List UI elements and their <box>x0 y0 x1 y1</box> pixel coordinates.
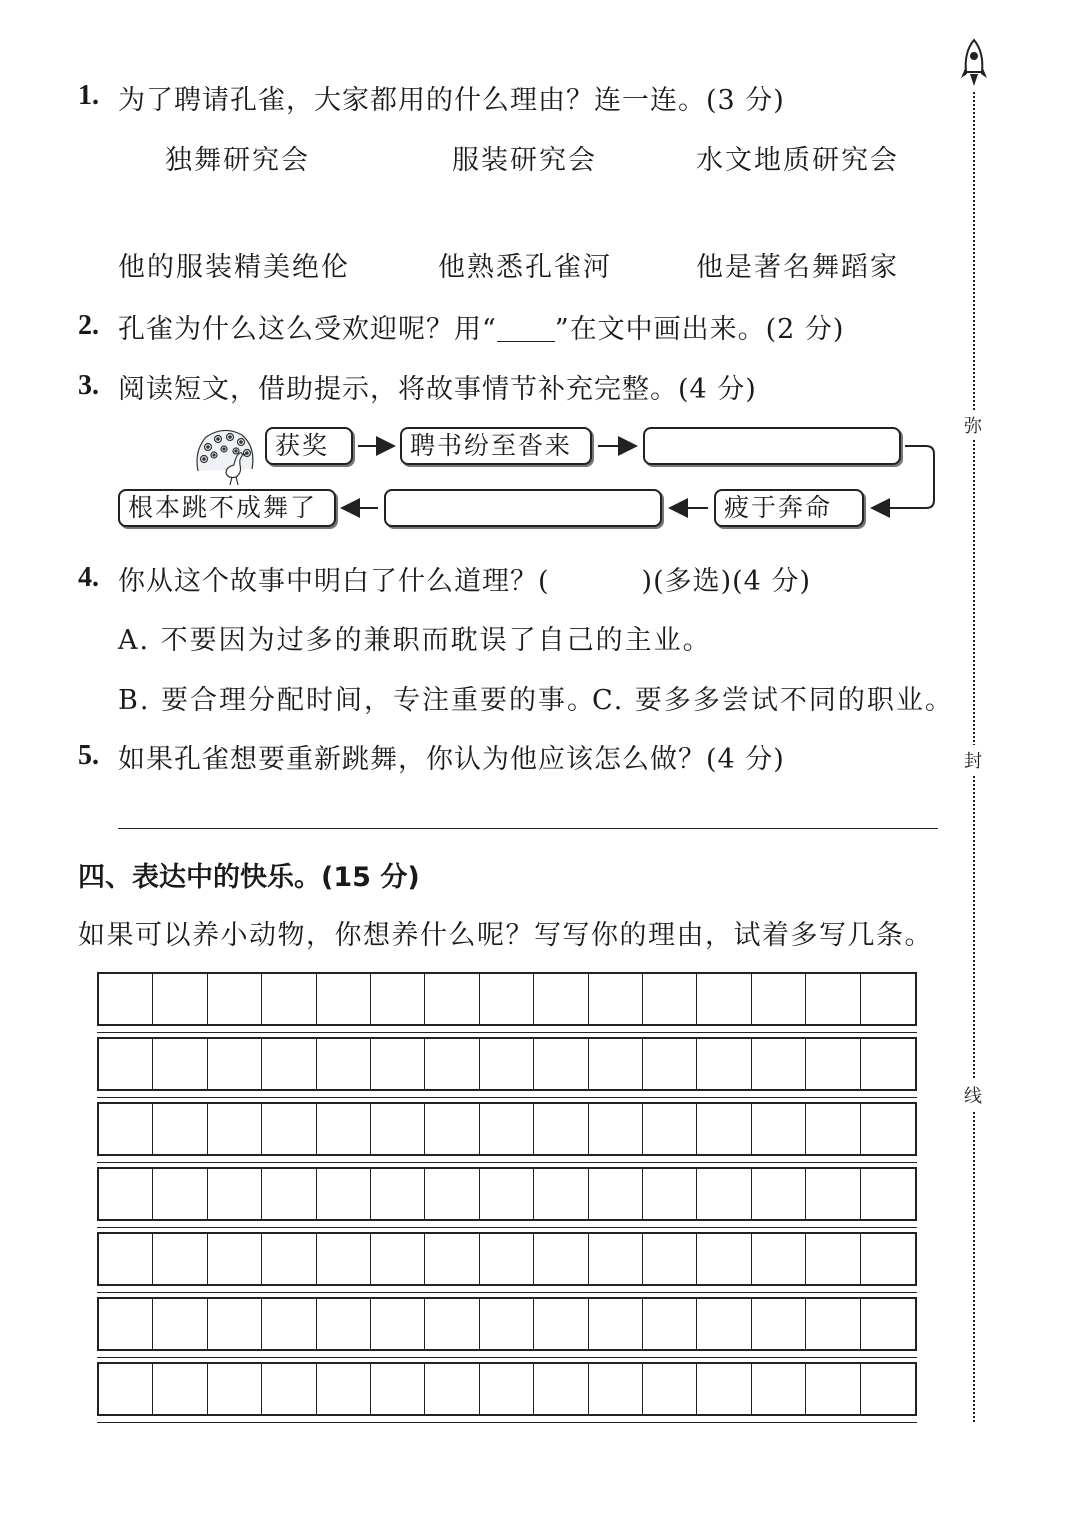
writing-grid[interactable] <box>97 972 917 1427</box>
q1-bottom-option-2[interactable]: 他熟悉孔雀河 <box>438 252 612 283</box>
grid-row[interactable] <box>97 1362 917 1416</box>
q1-top-option-1[interactable]: 独舞研究会 <box>165 145 310 176</box>
seal-label-mi: 弥 <box>964 410 982 440</box>
grid-row[interactable] <box>97 1167 917 1221</box>
q1-text: 为了聘请孔雀，大家都用的什么理由？连一连。(3 分) <box>118 85 785 116</box>
q3-text: 阅读短文，借助提示，将故事情节补充完整。(4 分) <box>118 374 757 405</box>
q4-option-b[interactable]: B. 要合理分配时间，专注重要的事。 <box>118 685 597 716</box>
q1-number: 1. <box>78 80 99 111</box>
plot-flow-arrows <box>0 0 1080 560</box>
q4-option-c[interactable]: C. 要多多尝试不同的职业。 <box>592 685 954 716</box>
rocket-icon <box>960 38 988 90</box>
grid-row[interactable] <box>97 1297 917 1351</box>
q5-number: 5. <box>78 740 99 771</box>
q4-text-before: 你从这个故事中明白了什么道理？( <box>118 566 550 597</box>
q1-bottom-option-1[interactable]: 他的服装精美绝伦 <box>118 252 350 283</box>
q4-option-a[interactable]: A. 不要因为过多的兼职而耽误了自己的主业。 <box>118 625 712 656</box>
grid-row[interactable] <box>97 1102 917 1156</box>
plot-box-end: 根本跳不成舞了 <box>118 489 336 527</box>
q4-text-after: )(多选)(4 分) <box>641 566 811 597</box>
q4-text <box>118 559 811 598</box>
q2-number: 2. <box>78 310 99 341</box>
grid-row[interactable] <box>97 1232 917 1286</box>
seal-label-feng: 封 <box>964 745 982 775</box>
plot-box-exhausted: 疲于奔命 <box>714 489 864 527</box>
grid-row[interactable] <box>97 1037 917 1091</box>
q3-number: 3. <box>78 370 99 401</box>
grid-row[interactable] <box>97 972 917 1026</box>
section4-title: 四、表达中的快乐。(15 分) <box>78 862 420 893</box>
q1-top-option-3[interactable]: 水文地质研究会 <box>696 145 899 176</box>
q4-number: 4. <box>78 562 99 593</box>
seal-label-xian: 线 <box>964 1080 982 1110</box>
section4-prompt: 如果可以养小动物，你想养什么呢？写写你的理由，试着多写几条。 <box>78 920 933 951</box>
plot-box-offers: 聘书纷至沓来 <box>400 427 592 465</box>
q2-text-before: 孔雀为什么这么受欢迎呢？用“ <box>118 314 497 345</box>
q2-text-after: ”在文中画出来。(2 分) <box>554 314 845 345</box>
q1-bottom-option-3[interactable]: 他是著名舞蹈家 <box>696 252 899 283</box>
q5-text: 如果孔雀想要重新跳舞，你认为他应该怎么做？(4 分) <box>118 744 785 775</box>
q5-answer-line[interactable] <box>118 828 938 829</box>
plot-box-award: 获奖 <box>265 427 353 465</box>
q1-top-option-2[interactable]: 服装研究会 <box>452 145 597 176</box>
